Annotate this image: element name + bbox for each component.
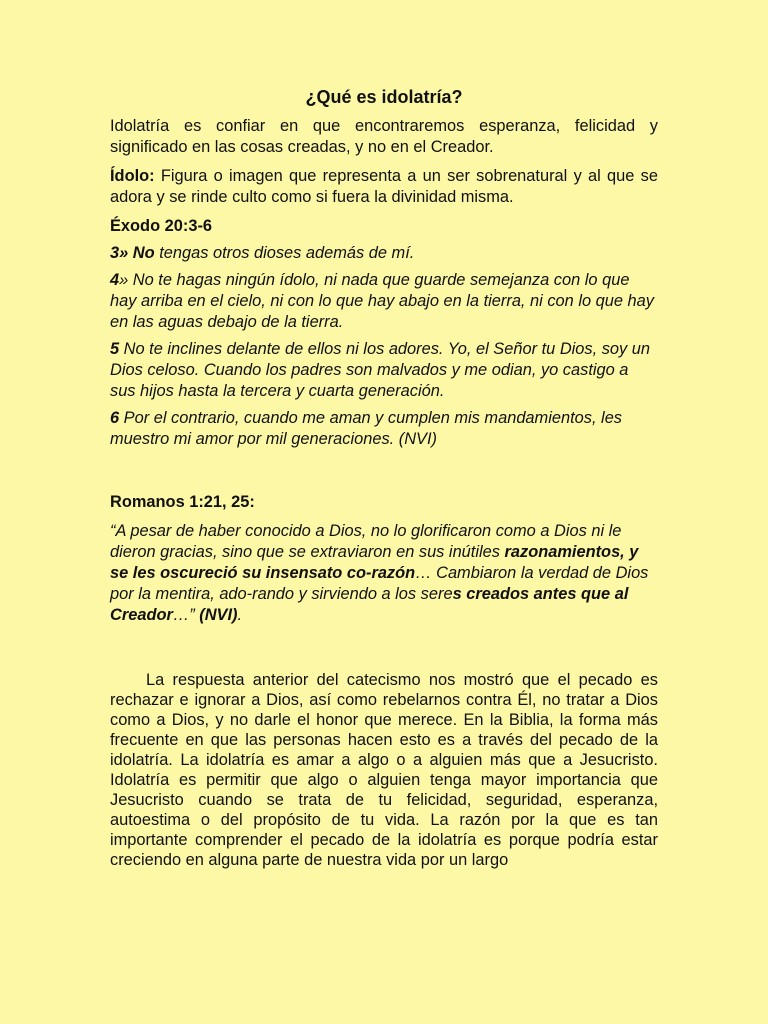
exodus-verse-3 bbox=[110, 243, 658, 264]
exodus-verse-4 bbox=[110, 270, 658, 333]
verse-number: 4 bbox=[110, 271, 120, 289]
body-paragraph: La respuesta anterior del catecismo nos mostró que el pecado es rechazar e ignorar a Dios, así como rebelarnos contra Él, no tratar a Dios como a Dios, y no darle el honor que merece. En la Biblia, la forma más frecuente en que las personas hacen esto es a través del pecado de la idolatría. La idolatría es amar a algo o a alguien más que a Jesucristo. Idolatría es permitir que algo o alguien tenga mayor importancia que Jesucristo cuando se trata de tu felicidad, seguridad, esperanza, autoestima o del propósito de tu vida. La razón por la que es tan importante comprender el pecado de la idolatría es porque podría estar creciendo en alguna parte de nuestra vida por un largo bbox=[110, 671, 658, 869]
verse-number: 6 bbox=[110, 409, 120, 427]
romans-quote: “A pesar de haber conocido a Dios, no lo glorificaron como a Dios ni le dieron gracias, sino que se extraviaron en sus inútiles razonamientos, y se les oscureció su insensato co-razón… Cambiaron la verdad de Dios por la mentira, ado-rando y sirviendo a los seres creados antes que al Creador…” (NVI). bbox=[110, 522, 649, 624]
definition-paragraph bbox=[110, 166, 658, 208]
exodus-heading: Éxodo 20:3-6 bbox=[110, 217, 213, 235]
verse-number: 5 bbox=[110, 340, 120, 358]
definition-term: Ídolo: bbox=[110, 167, 155, 185]
verse-text: Por el contrario, cuando me aman y cumplen mis mandamientos, les muestro mi amor por mil generaciones. (NVI) bbox=[110, 409, 623, 448]
verse-number: 3» No bbox=[110, 244, 155, 262]
verse-text: No te inclines delante de ellos ni los adores. Yo, el Señor tu Dios, soy un Dios celoso. Cuando los padres son malvados y me odian, yo castigo a sus hijos hasta la tercera y cuarta generación. bbox=[110, 340, 651, 400]
intro-paragraph: Idolatría es confiar en que encontraremos esperanza, felicidad y significado en las cosas creadas, y no en el Creador. bbox=[110, 117, 658, 156]
definition-text: Figura o imagen que representa a un ser sobrenatural y al que se adora y se rinde culto como si fuera la divinidad misma. bbox=[110, 167, 658, 206]
exodus-verse-5 bbox=[110, 339, 658, 402]
verse-text: » No te hagas ningún ídolo, ni nada que guarde semejanza con lo que hay arriba en el cielo, ni con lo que hay abajo en la tierra, ni con lo que hay en las aguas debajo de la tierra. bbox=[110, 271, 654, 331]
romans-heading: Romanos 1:21, 25: bbox=[110, 493, 255, 511]
verse-text: tengas otros dioses además de mí. bbox=[154, 244, 415, 262]
exodus-verse-6 bbox=[110, 408, 658, 450]
page-title: ¿Qué es idolatría? bbox=[305, 87, 463, 107]
